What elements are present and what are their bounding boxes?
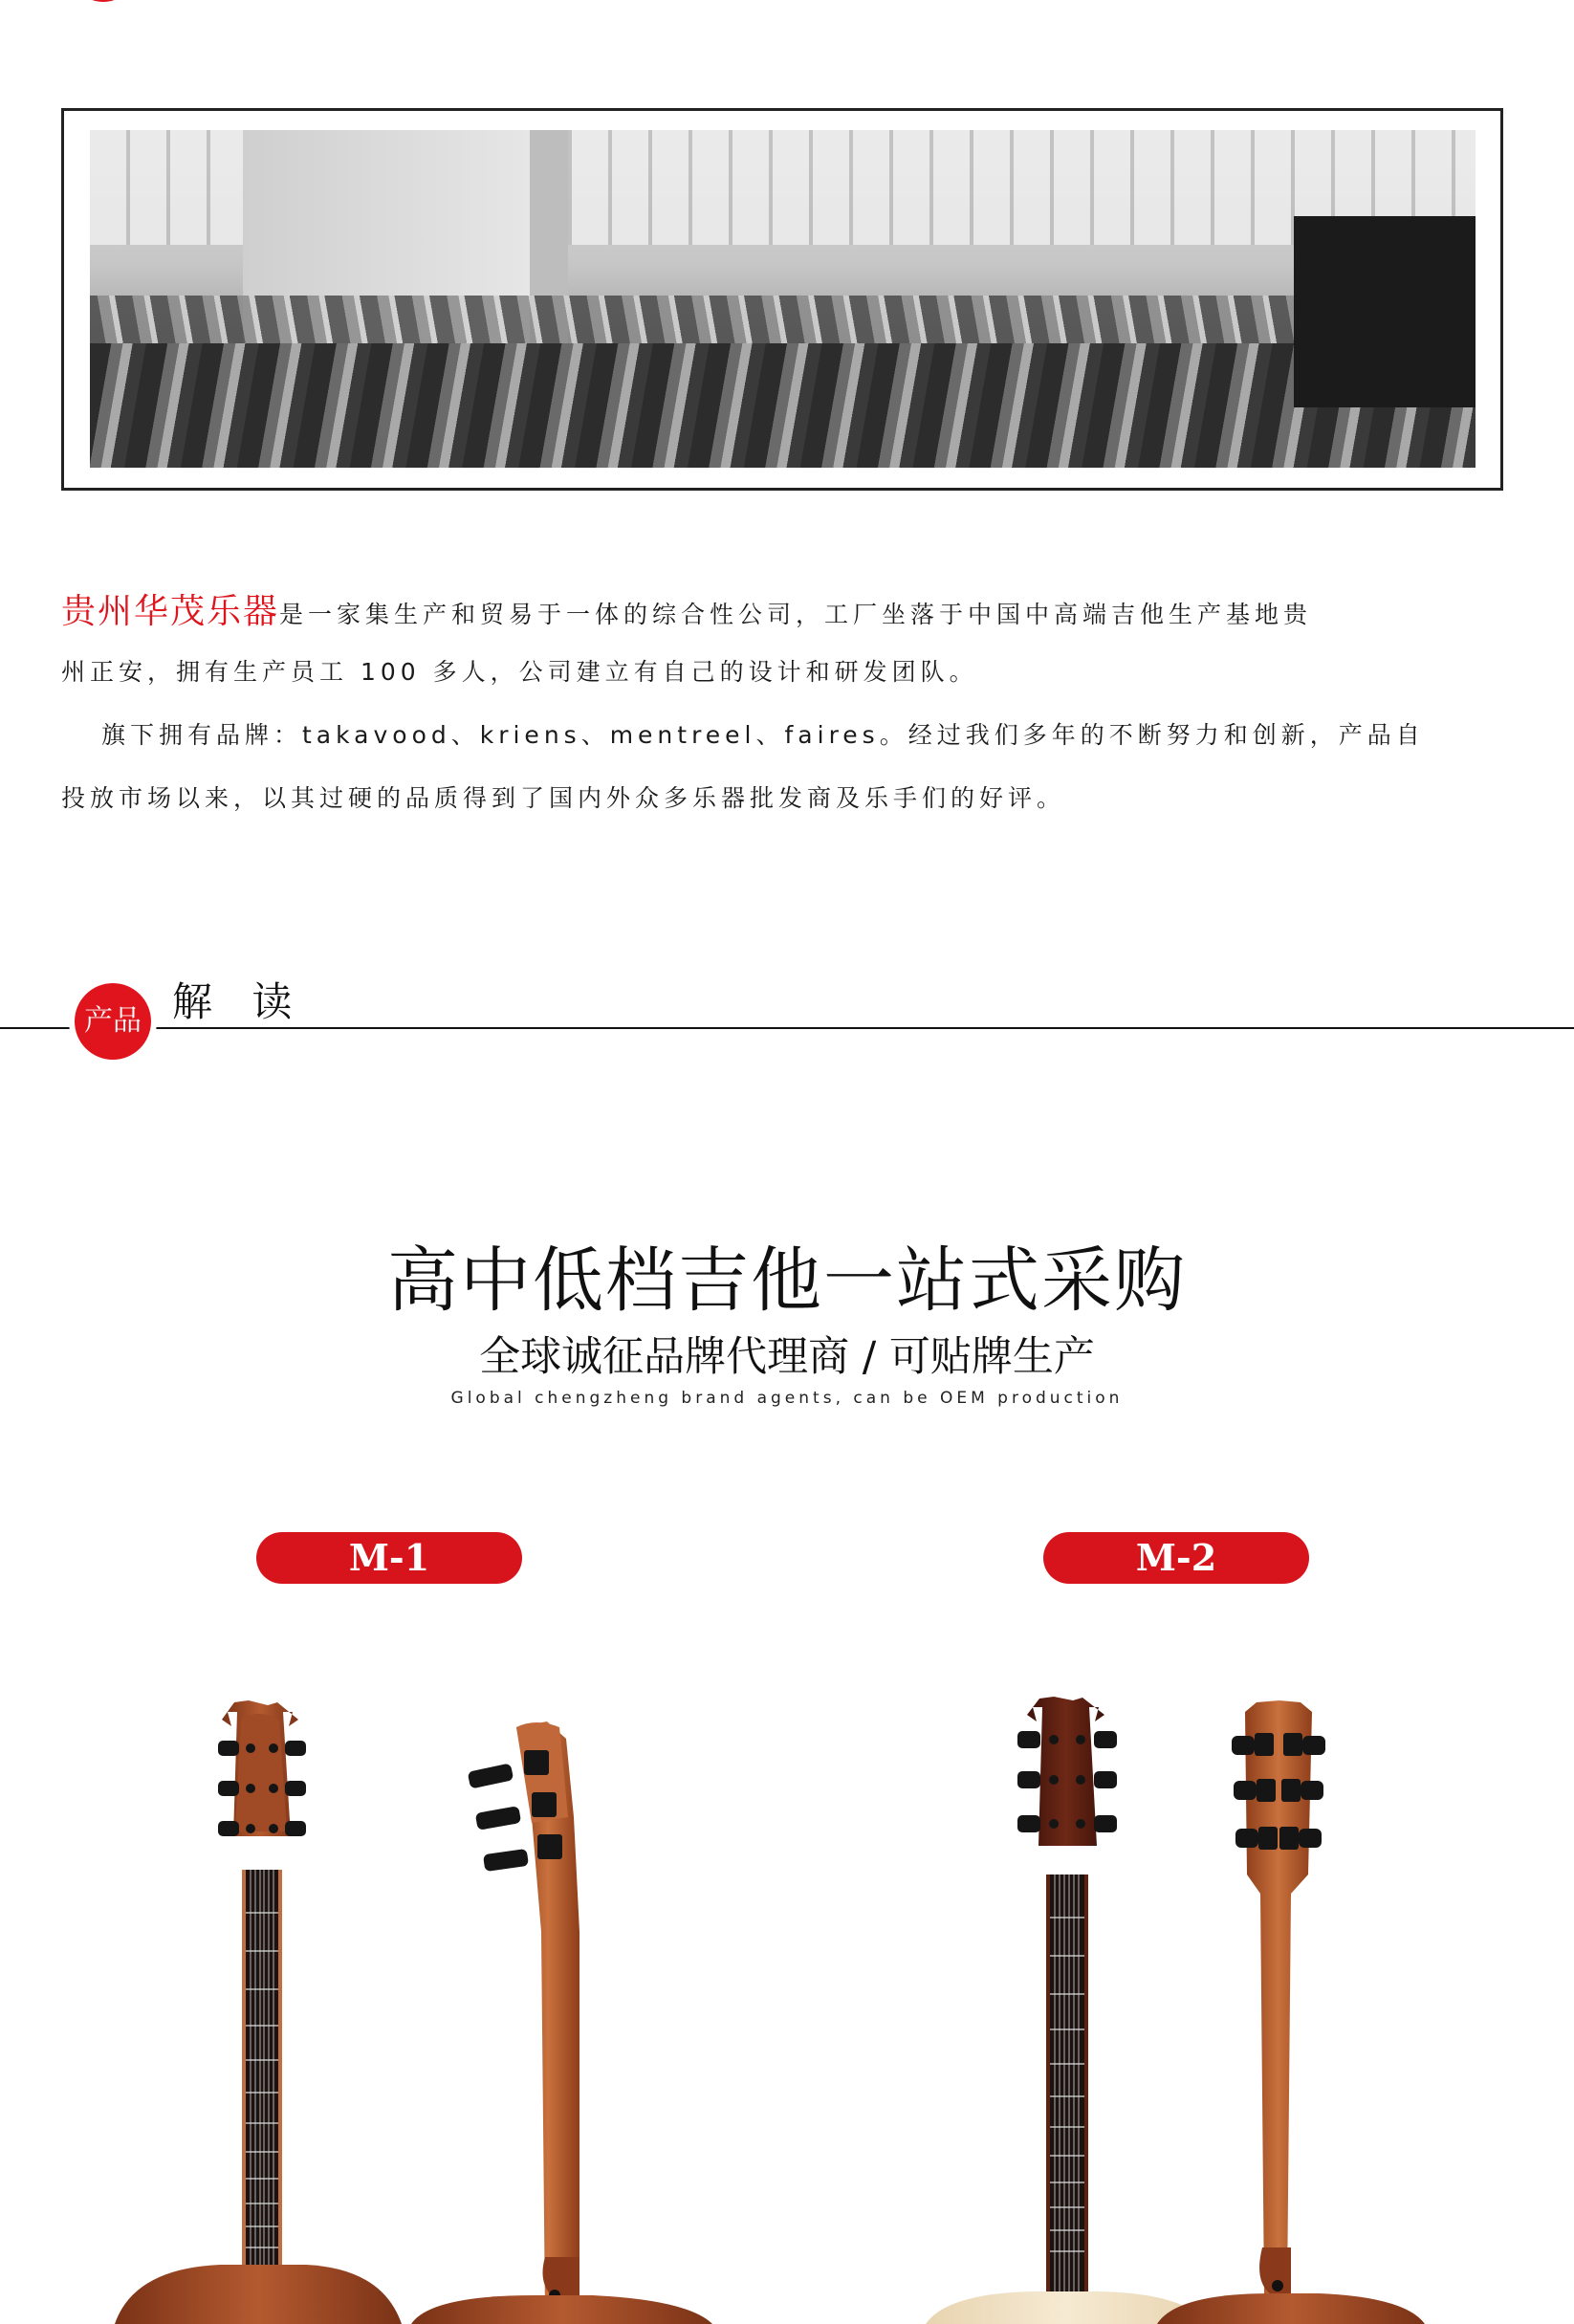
headline-english: Global chengzheng brand agents, can be OEM production [450,1389,1124,1408]
model-label-m2: M-2 [1043,1532,1309,1584]
intro-line-4: 投放市场以来，以其过硬的品质得到了国内外众多乐器批发商及乐手们的好评。 [61,784,1066,812]
intro-line-3: 旗下拥有品牌：takavood、kriens、mentreel、faires。经过我们多年的不断努力和创新，产品自 [101,721,1425,749]
m1-back-guitar [411,1721,712,2324]
m1-front-guitar [115,1700,402,2324]
section-badge: 产品 [75,983,151,1060]
m2-back-guitar [1157,1700,1425,2324]
headline-title: 高中低档吉他一站式采购 [387,1239,1187,1322]
brand-name: 贵州华茂乐器 [61,592,280,631]
intro-line-2: 州正安，拥有生产员工 100 多人，公司建立有自己的设计和研发团队。 [61,658,978,686]
headline-subtitle: 全球诚征品牌代理商 / 可贴牌生产 [479,1333,1095,1381]
intro-line-1: 贵州华茂乐器是一家集生产和贸易于一体的综合性公司，工厂坐落于中国中高端吉他生产基地贵 [61,592,1313,631]
m2-front-guitar [926,1697,1207,2324]
model-label-m1: M-1 [256,1532,522,1584]
section-title: 解 读 [172,978,306,1025]
